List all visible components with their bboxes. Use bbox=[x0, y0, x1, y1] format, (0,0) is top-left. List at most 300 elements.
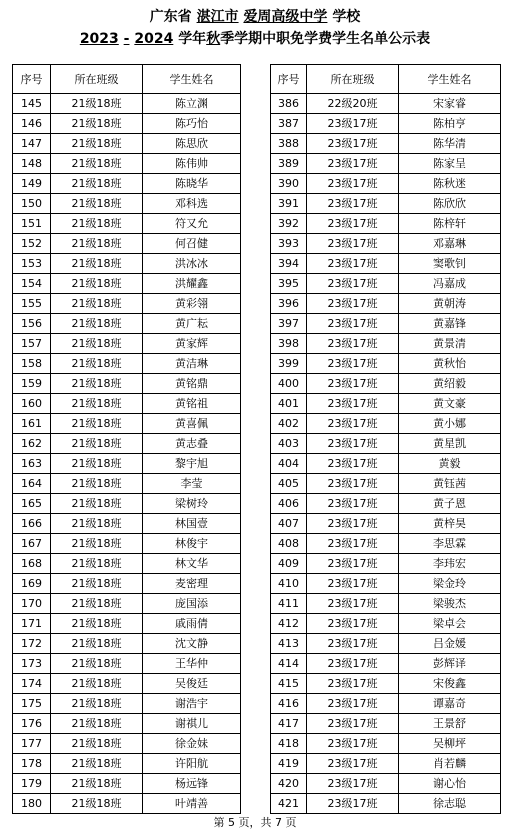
row-number: 397 bbox=[271, 314, 307, 334]
row-number: 419 bbox=[271, 754, 307, 774]
table-row bbox=[271, 474, 501, 494]
table-row bbox=[271, 114, 501, 134]
row-student-name: 叶靖善 bbox=[143, 794, 241, 814]
row-number: 160 bbox=[13, 394, 51, 414]
row-student-name: 黄铭鼎 bbox=[143, 374, 241, 394]
row-number: 172 bbox=[13, 634, 51, 654]
row-student-name: 黄家辉 bbox=[143, 334, 241, 354]
row-student-name: 黄子恩 bbox=[399, 494, 501, 514]
row-student-name: 黄嘉锋 bbox=[399, 314, 501, 334]
row-student-name: 陈立渊 bbox=[143, 94, 241, 114]
row-student-name: 陈梓轩 bbox=[399, 214, 501, 234]
table-row bbox=[13, 234, 241, 254]
table-row bbox=[13, 794, 241, 814]
row-student-name: 林国壹 bbox=[143, 514, 241, 534]
row-student-name: 李玮宏 bbox=[399, 554, 501, 574]
row-student-name: 李莹 bbox=[143, 474, 241, 494]
table-row bbox=[13, 374, 241, 394]
row-student-name: 吕金媛 bbox=[399, 634, 501, 654]
row-student-name: 黄彩翎 bbox=[143, 294, 241, 314]
row-number: 153 bbox=[13, 254, 51, 274]
row-class: 23级17班 bbox=[307, 614, 399, 634]
row-number: 163 bbox=[13, 454, 51, 474]
table-row bbox=[13, 594, 241, 614]
row-class: 23级17班 bbox=[307, 434, 399, 454]
row-class: 21级18班 bbox=[51, 434, 143, 454]
row-student-name: 邓科选 bbox=[143, 194, 241, 214]
row-student-name: 窦歌钊 bbox=[399, 254, 501, 274]
row-class: 21级18班 bbox=[51, 654, 143, 674]
table-row bbox=[271, 714, 501, 734]
row-class: 21级18班 bbox=[51, 534, 143, 554]
table-row bbox=[13, 634, 241, 654]
row-class: 23级17班 bbox=[307, 454, 399, 474]
row-class: 23级17班 bbox=[307, 154, 399, 174]
table-row bbox=[271, 774, 501, 794]
table-row bbox=[271, 594, 501, 614]
row-number: 392 bbox=[271, 214, 307, 234]
row-number: 168 bbox=[13, 554, 51, 574]
row-number: 178 bbox=[13, 754, 51, 774]
table-row bbox=[271, 454, 501, 474]
row-number: 387 bbox=[271, 114, 307, 134]
row-number: 161 bbox=[13, 414, 51, 434]
table-row bbox=[271, 414, 501, 434]
table-row bbox=[271, 674, 501, 694]
row-class: 23级17班 bbox=[307, 354, 399, 374]
row-number: 414 bbox=[271, 654, 307, 674]
row-class: 23级17班 bbox=[307, 134, 399, 154]
table-row bbox=[13, 534, 241, 554]
row-number: 410 bbox=[271, 574, 307, 594]
row-class: 23级17班 bbox=[307, 254, 399, 274]
row-number: 152 bbox=[13, 234, 51, 254]
row-class: 23级17班 bbox=[307, 474, 399, 494]
row-student-name: 黄秋怡 bbox=[399, 354, 501, 374]
row-class: 21级18班 bbox=[51, 674, 143, 694]
header-name: 学生姓名 bbox=[399, 65, 501, 94]
row-number: 175 bbox=[13, 694, 51, 714]
row-class: 23级17班 bbox=[307, 334, 399, 354]
row-student-name: 黎宇旭 bbox=[143, 454, 241, 474]
row-class: 21级18班 bbox=[51, 154, 143, 174]
row-class: 21级18班 bbox=[51, 754, 143, 774]
row-student-name: 黄洁琳 bbox=[143, 354, 241, 374]
row-student-name: 李思霖 bbox=[399, 534, 501, 554]
row-student-name: 黄文豪 bbox=[399, 394, 501, 414]
table-row bbox=[13, 714, 241, 734]
row-student-name: 黄景清 bbox=[399, 334, 501, 354]
row-number: 157 bbox=[13, 334, 51, 354]
row-number: 145 bbox=[13, 94, 51, 114]
row-class: 23级17班 bbox=[307, 774, 399, 794]
year-dash: - bbox=[123, 31, 130, 47]
row-class: 23级17班 bbox=[307, 114, 399, 134]
row-number: 402 bbox=[271, 414, 307, 434]
row-student-name: 谢心怡 bbox=[399, 774, 501, 794]
row-number: 180 bbox=[13, 794, 51, 814]
row-number: 399 bbox=[271, 354, 307, 374]
table-header-row bbox=[271, 65, 501, 94]
row-class: 21级18班 bbox=[51, 334, 143, 354]
row-student-name: 林俊宇 bbox=[143, 534, 241, 554]
student-table-left bbox=[12, 64, 241, 814]
row-student-name: 王华仲 bbox=[143, 654, 241, 674]
row-class: 21级18班 bbox=[51, 274, 143, 294]
table-row bbox=[271, 614, 501, 634]
row-number: 394 bbox=[271, 254, 307, 274]
table-row bbox=[13, 774, 241, 794]
row-number: 164 bbox=[13, 474, 51, 494]
row-class: 21级18班 bbox=[51, 614, 143, 634]
table-row bbox=[271, 534, 501, 554]
header-class: 所在班级 bbox=[51, 65, 143, 94]
row-number: 158 bbox=[13, 354, 51, 374]
row-number: 159 bbox=[13, 374, 51, 394]
row-student-name: 吴俊廷 bbox=[143, 674, 241, 694]
row-number: 156 bbox=[13, 314, 51, 334]
title-province: 广东省 bbox=[149, 9, 192, 25]
table-header-row bbox=[13, 65, 241, 94]
row-number: 162 bbox=[13, 434, 51, 454]
table-row bbox=[13, 214, 241, 234]
row-student-name: 黄志叠 bbox=[143, 434, 241, 454]
row-student-name: 沈文静 bbox=[143, 634, 241, 654]
row-number: 417 bbox=[271, 714, 307, 734]
row-student-name: 宋俊鑫 bbox=[399, 674, 501, 694]
row-student-name: 黄钰茜 bbox=[399, 474, 501, 494]
header-no: 序号 bbox=[13, 65, 51, 94]
row-number: 398 bbox=[271, 334, 307, 354]
table-row bbox=[271, 254, 501, 274]
table-row bbox=[13, 674, 241, 694]
table-row bbox=[13, 174, 241, 194]
row-class: 21级18班 bbox=[51, 694, 143, 714]
table-row bbox=[271, 374, 501, 394]
table-row bbox=[13, 494, 241, 514]
title-city: 湛江市 bbox=[196, 9, 239, 25]
table-row bbox=[271, 154, 501, 174]
table-row bbox=[271, 574, 501, 594]
subtitle-term: 秋 bbox=[206, 31, 221, 47]
row-number: 408 bbox=[271, 534, 307, 554]
row-number: 169 bbox=[13, 574, 51, 594]
row-student-name: 徐志聪 bbox=[399, 794, 501, 814]
row-number: 173 bbox=[13, 654, 51, 674]
row-number: 421 bbox=[271, 794, 307, 814]
row-class: 21级18班 bbox=[51, 214, 143, 234]
table-row bbox=[13, 94, 241, 114]
row-number: 176 bbox=[13, 714, 51, 734]
row-class: 23级17班 bbox=[307, 794, 399, 814]
row-student-name: 陈欣欣 bbox=[399, 194, 501, 214]
row-student-name: 陈巧怡 bbox=[143, 114, 241, 134]
subtitle-rest: 季学期中职免学费学生名单公示表 bbox=[220, 31, 431, 47]
row-student-name: 梁骏杰 bbox=[399, 594, 501, 614]
table-row bbox=[271, 274, 501, 294]
table-row bbox=[13, 554, 241, 574]
row-student-name: 陈柏亨 bbox=[399, 114, 501, 134]
row-class: 23级17班 bbox=[307, 514, 399, 534]
row-student-name: 梁卓会 bbox=[399, 614, 501, 634]
table-row bbox=[13, 734, 241, 754]
table-row bbox=[271, 494, 501, 514]
table-row bbox=[13, 614, 241, 634]
row-class: 21级18班 bbox=[51, 494, 143, 514]
table-row bbox=[13, 654, 241, 674]
table-row bbox=[271, 174, 501, 194]
row-student-name: 黄梓昊 bbox=[399, 514, 501, 534]
row-class: 23级17班 bbox=[307, 634, 399, 654]
row-number: 412 bbox=[271, 614, 307, 634]
table-row bbox=[13, 294, 241, 314]
row-class: 23级17班 bbox=[307, 694, 399, 714]
row-student-name: 陈伟帅 bbox=[143, 154, 241, 174]
row-class: 23级17班 bbox=[307, 574, 399, 594]
row-student-name: 谢浩宇 bbox=[143, 694, 241, 714]
table-row bbox=[271, 94, 501, 114]
row-student-name: 彭辉译 bbox=[399, 654, 501, 674]
row-student-name: 戚雨倩 bbox=[143, 614, 241, 634]
row-student-name: 吴柳坪 bbox=[399, 734, 501, 754]
row-class: 23级17班 bbox=[307, 734, 399, 754]
row-class: 21级18班 bbox=[51, 714, 143, 734]
row-number: 393 bbox=[271, 234, 307, 254]
row-number: 177 bbox=[13, 734, 51, 754]
row-student-name: 黄喜佩 bbox=[143, 414, 241, 434]
table-row bbox=[271, 234, 501, 254]
row-class: 23级17班 bbox=[307, 174, 399, 194]
table-row bbox=[13, 474, 241, 494]
row-class: 23级17班 bbox=[307, 314, 399, 334]
row-student-name: 黄铭祖 bbox=[143, 394, 241, 414]
row-student-name: 黄朝涛 bbox=[399, 294, 501, 314]
row-number: 416 bbox=[271, 694, 307, 714]
row-class: 21级18班 bbox=[51, 374, 143, 394]
row-class: 23级17班 bbox=[307, 594, 399, 614]
row-class: 23级17班 bbox=[307, 554, 399, 574]
row-student-name: 黄星凯 bbox=[399, 434, 501, 454]
table-row bbox=[13, 354, 241, 374]
row-number: 409 bbox=[271, 554, 307, 574]
row-class: 23级17班 bbox=[307, 674, 399, 694]
row-class: 21级18班 bbox=[51, 314, 143, 334]
row-class: 23级17班 bbox=[307, 294, 399, 314]
row-number: 154 bbox=[13, 274, 51, 294]
row-student-name: 陈思欣 bbox=[143, 134, 241, 154]
row-class: 23级17班 bbox=[307, 394, 399, 414]
row-student-name: 林文华 bbox=[143, 554, 241, 574]
table-row bbox=[13, 314, 241, 334]
year-end: 2024 bbox=[134, 31, 174, 47]
table-row bbox=[13, 154, 241, 174]
table-row bbox=[271, 634, 501, 654]
row-class: 21级18班 bbox=[51, 254, 143, 274]
row-number: 411 bbox=[271, 594, 307, 614]
row-number: 170 bbox=[13, 594, 51, 614]
row-number: 151 bbox=[13, 214, 51, 234]
row-class: 21级18班 bbox=[51, 234, 143, 254]
row-class: 21级18班 bbox=[51, 114, 143, 134]
table-row bbox=[271, 354, 501, 374]
row-class: 23级17班 bbox=[307, 194, 399, 214]
row-class: 21级18班 bbox=[51, 394, 143, 414]
table-row bbox=[13, 274, 241, 294]
row-number: 147 bbox=[13, 134, 51, 154]
table-row bbox=[271, 294, 501, 314]
row-class: 23级17班 bbox=[307, 214, 399, 234]
row-number: 405 bbox=[271, 474, 307, 494]
row-class: 21级18班 bbox=[51, 414, 143, 434]
row-class: 21级18班 bbox=[51, 194, 143, 214]
row-student-name: 陈晓华 bbox=[143, 174, 241, 194]
row-class: 21级18班 bbox=[51, 554, 143, 574]
table-row bbox=[271, 334, 501, 354]
row-class: 21级18班 bbox=[51, 474, 143, 494]
row-number: 174 bbox=[13, 674, 51, 694]
row-number: 413 bbox=[271, 634, 307, 654]
table-row bbox=[271, 214, 501, 234]
row-class: 23级17班 bbox=[307, 374, 399, 394]
row-number: 150 bbox=[13, 194, 51, 214]
row-student-name: 王景舒 bbox=[399, 714, 501, 734]
row-class: 23级17班 bbox=[307, 494, 399, 514]
row-class: 23级17班 bbox=[307, 234, 399, 254]
row-class: 21级18班 bbox=[51, 354, 143, 374]
row-class: 23级17班 bbox=[307, 654, 399, 674]
row-class: 23级17班 bbox=[307, 274, 399, 294]
table-row bbox=[13, 254, 241, 274]
table-row bbox=[271, 654, 501, 674]
row-student-name: 洪耀鑫 bbox=[143, 274, 241, 294]
row-student-name: 符又允 bbox=[143, 214, 241, 234]
table-row bbox=[271, 514, 501, 534]
row-student-name: 陈秋迷 bbox=[399, 174, 501, 194]
row-student-name: 黄毅 bbox=[399, 454, 501, 474]
row-class: 21级18班 bbox=[51, 174, 143, 194]
row-number: 165 bbox=[13, 494, 51, 514]
table-row bbox=[271, 134, 501, 154]
row-class: 21级18班 bbox=[51, 514, 143, 534]
row-student-name: 宋家睿 bbox=[399, 94, 501, 114]
row-class: 23级17班 bbox=[307, 754, 399, 774]
document-title bbox=[0, 8, 510, 26]
table-row bbox=[13, 194, 241, 214]
header-name: 学生姓名 bbox=[143, 65, 241, 94]
row-number: 415 bbox=[271, 674, 307, 694]
row-number: 389 bbox=[271, 154, 307, 174]
row-class: 23级17班 bbox=[307, 414, 399, 434]
row-number: 149 bbox=[13, 174, 51, 194]
row-class: 21级18班 bbox=[51, 794, 143, 814]
row-number: 420 bbox=[271, 774, 307, 794]
row-student-name: 陈家呈 bbox=[399, 154, 501, 174]
row-student-name: 洪冰冰 bbox=[143, 254, 241, 274]
table-row bbox=[13, 114, 241, 134]
row-class: 23级17班 bbox=[307, 714, 399, 734]
student-table-right bbox=[270, 64, 501, 814]
row-number: 146 bbox=[13, 114, 51, 134]
row-student-name: 邓嘉琳 bbox=[399, 234, 501, 254]
row-class: 21级18班 bbox=[51, 574, 143, 594]
row-student-name: 许阳航 bbox=[143, 754, 241, 774]
row-class: 21级18班 bbox=[51, 454, 143, 474]
row-number: 386 bbox=[271, 94, 307, 114]
row-number: 403 bbox=[271, 434, 307, 454]
table-row bbox=[271, 194, 501, 214]
row-class: 22级20班 bbox=[307, 94, 399, 114]
row-number: 171 bbox=[13, 614, 51, 634]
table-row bbox=[13, 414, 241, 434]
row-number: 166 bbox=[13, 514, 51, 534]
table-row bbox=[13, 334, 241, 354]
row-number: 155 bbox=[13, 294, 51, 314]
document-subtitle bbox=[0, 30, 510, 48]
table-row bbox=[13, 394, 241, 414]
table-row bbox=[271, 734, 501, 754]
page-footer: 第 5 页，共 7 页 bbox=[213, 816, 297, 829]
row-student-name: 梁金玲 bbox=[399, 574, 501, 594]
row-class: 21级18班 bbox=[51, 134, 143, 154]
year-start: 2023 bbox=[79, 31, 119, 47]
subtitle-school-year: 学年 bbox=[178, 31, 207, 47]
row-number: 167 bbox=[13, 534, 51, 554]
title-school: 爱周高级中学 bbox=[243, 9, 328, 25]
row-class: 21级18班 bbox=[51, 774, 143, 794]
row-class: 21级18班 bbox=[51, 94, 143, 114]
row-student-name: 黄小娜 bbox=[399, 414, 501, 434]
table-row bbox=[271, 554, 501, 574]
table-row bbox=[13, 514, 241, 534]
row-number: 406 bbox=[271, 494, 307, 514]
title-suffix: 学校 bbox=[332, 9, 361, 25]
row-student-name: 陈华清 bbox=[399, 134, 501, 154]
row-student-name: 梁树玲 bbox=[143, 494, 241, 514]
row-number: 395 bbox=[271, 274, 307, 294]
row-number: 179 bbox=[13, 774, 51, 794]
row-student-name: 冯嘉成 bbox=[399, 274, 501, 294]
table-row bbox=[13, 434, 241, 454]
row-student-name: 杨远锋 bbox=[143, 774, 241, 794]
header-no: 序号 bbox=[271, 65, 307, 94]
table-row bbox=[13, 454, 241, 474]
row-number: 404 bbox=[271, 454, 307, 474]
row-student-name: 徐金妹 bbox=[143, 734, 241, 754]
table-row bbox=[271, 394, 501, 414]
row-number: 418 bbox=[271, 734, 307, 754]
table-row bbox=[13, 694, 241, 714]
table-row bbox=[271, 794, 501, 814]
row-student-name: 何召健 bbox=[143, 234, 241, 254]
row-number: 401 bbox=[271, 394, 307, 414]
table-row bbox=[13, 754, 241, 774]
row-student-name: 麦密理 bbox=[143, 574, 241, 594]
table-row bbox=[271, 694, 501, 714]
row-class: 21级18班 bbox=[51, 734, 143, 754]
row-number: 407 bbox=[271, 514, 307, 534]
row-class: 21级18班 bbox=[51, 634, 143, 654]
table-row bbox=[13, 574, 241, 594]
row-student-name: 黄绍毅 bbox=[399, 374, 501, 394]
row-number: 400 bbox=[271, 374, 307, 394]
row-number: 388 bbox=[271, 134, 307, 154]
row-class: 21级18班 bbox=[51, 294, 143, 314]
row-student-name: 肖若麟 bbox=[399, 754, 501, 774]
table-row bbox=[271, 434, 501, 454]
row-number: 390 bbox=[271, 174, 307, 194]
table-row bbox=[271, 314, 501, 334]
row-number: 396 bbox=[271, 294, 307, 314]
